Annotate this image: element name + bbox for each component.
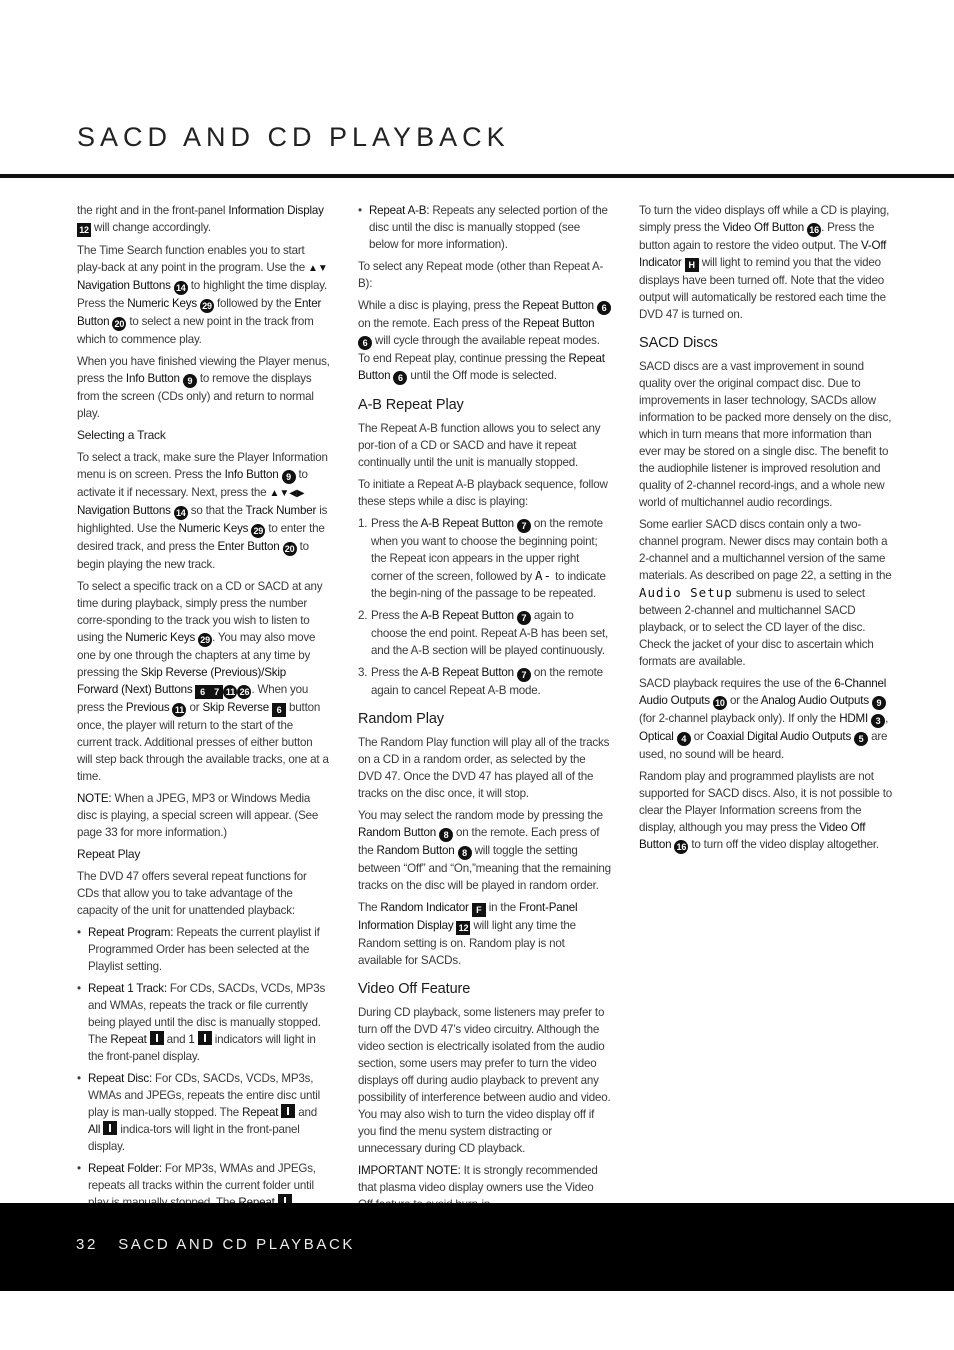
note-paragraph: NOTE: When a JPEG, MP3 or Windows Media disc is playing, a special screen will appear. (See page 33 for more information.) <box>77 792 319 839</box>
badge-29-icon: 29 <box>198 633 212 647</box>
badge-7-icon: 7 <box>209 685 223 699</box>
heading-ab-repeat: A-B Repeat Play <box>358 397 464 413</box>
paragraph: To select a specific track on a CD or SACD at any time during playback, simply press the number corre-sponding to the track you wish to listen to using the Numeric Keys 29 . You may also move one by one through the chapters at any time by pressing the Skip Reverse (Previous)/Skip Forward (Next) Buttons 6 7 11 26 . When you press the Previous 11 or Skip Reverse 6 button once, the player will return to the start of the current track. Additional presses of either button will step back through the available tracks, one at a time. <box>77 580 329 783</box>
list-item: • Repeat Program: Repeats the current playlist if Programmed Order has been selected at the Playlist setting. <box>77 926 320 973</box>
title-rule <box>0 174 954 178</box>
paragraph: During CD playback, some listeners may prefer to turn off the DVD 47’s video circuitry. Although the video section is electrically isolated from the audio section, some users may prefer to turn the video displays off during audio playback to prevent any possibility of interference between audio and video. You may also wish to turn the video display off if you find the menu system distracting or unnecessary during CD playback. <box>358 1006 611 1155</box>
repeat-ab-list <box>358 202 611 253</box>
paragraph: The Random Indicator F in the Front-Panel Information Display 12 will light any time the Random setting is on. Random play is not available for SACDs. <box>358 901 578 967</box>
badge-4-icon: 4 <box>677 732 691 746</box>
badge-6-icon: 6 <box>393 371 407 385</box>
badge-12-icon: 12 <box>456 921 470 935</box>
page-title: SACD AND CD PLAYBACK <box>77 122 510 152</box>
paragraph: To select any Repeat mode (other than Repeat A-B): <box>358 260 604 290</box>
badge-16-icon: 16 <box>807 223 821 237</box>
paragraph: the right and in the front-panel Information Display 12 will change accordingly. <box>77 204 324 235</box>
nav-arrows-icon: ▲▼◀▶ <box>269 488 305 499</box>
paragraph: The Random Play function will play all of the tracks on a CD in a random order, as selected by the DVD 47. Once the DVD 47 has played all of the tracks on the disc once, it will stop. <box>358 736 610 800</box>
badge-7-icon: 7 <box>517 668 531 682</box>
paragraph: The DVD 47 offers several repeat functions for CDs that allow you to take advantage of the capacity of the unit for unattended playback: <box>77 870 307 917</box>
list-item: • Repeat 1 Track: For CDs, SACDs, VCDs, MP3s and WMAs, repeats the track or file currently being played until the disc is manually stopped. The Repeat and 1 indicators will light in the front-panel display. <box>77 982 326 1063</box>
list-item: 1. Press the A-B Repeat Button 7 on the remote when you want to choose the beginning point; the Repeat icon appears in the upper right corner of the screen, followed by A- to indicate the begin-ning of the passage to be repeated. <box>358 517 606 600</box>
paragraph: To turn the video displays off while a CD is playing, simply press the Video Off Button 16 . Press the button again to restore the video output. The V-Off Indicator H will light to remind you that the video displays have been turned off. Note that the video output will automatically be restored each time the DVD 47 is turned on. <box>639 204 890 321</box>
paragraph: Random play and programmed playlists are not supported for SACD discs. Also, it is not possible to clear the Player Information screens from the display, although you may press the Video Off Button 16 to turn off the video display altogether. <box>639 770 892 852</box>
heading-video-off: Video Off Feature <box>358 981 471 997</box>
list-item: • Repeat Disc: For CDs, SACDs, VCDs, MP3s, WMAs and JPEGs, repeats the entire disc until play is man-ually stopped. The Repeat and All indica-tors will light in the front-panel display. <box>77 1072 320 1153</box>
heading-random-play: Random Play <box>358 711 444 727</box>
paragraph: While a disc is playing, press the Repeat Button 6 on the remote. Each press of the Repeat Button 6 will cycle through the available repeat modes. To end Repeat play, continue pressing the Repeat Button 6 until the Off mode is selected. <box>358 297 611 385</box>
paragraph: The Time Search function enables you to start play-back at any point in the program. Use the ▲▼ Navigation Buttons 14 to highlight the time display. Press the Numeric Keys 29 followed by the Enter Button 20 to select a new point in the track from which to commence play. <box>77 244 328 346</box>
paragraph: You may select the random mode by pressing the Random Button 8 on the remote. Each press of the Random Button 8 will toggle the setting between “Off” and “On,”meaning that the remaining tracks on the disc will be played in random order. <box>358 809 611 892</box>
paragraph: Some earlier SACD discs contain only a two-channel program. Newer discs may contain both a 2-channel and a multichannel version of the same materials. As described on page 22, a setting in the Audio Setup submenu is used to select between 2-channel and multichannel SACD playback, or to select the CD layer of the disc. Check the jacket of your disc to ascertain which formats are available. <box>639 518 892 668</box>
heading-selecting-track: Selecting a Track <box>77 428 166 442</box>
badge-h-icon: H <box>685 258 699 272</box>
page-number: 32 <box>76 1236 98 1253</box>
a-minus-symbol: A- <box>534 568 553 583</box>
paragraph: SACD playback requires the use of the 6-Channel Audio Outputs 10 or the Analog Audio Outputs 9 (for 2-channel playback only). If only the HDMI 3 , Optical 4 or Coaxial Digital Audio Outputs 5 are used, no sound will be heard. <box>639 677 889 761</box>
heading-sacd-discs: SACD Discs <box>639 335 718 351</box>
badge-f-icon: F <box>472 903 486 917</box>
indicator-icon <box>281 1104 295 1118</box>
badge-11-icon: 11 <box>172 703 186 717</box>
list-item: 2. Press the A-B Repeat Button 7 again to choose the end point. Repeat A-B has been set, and the A-B section will be played continuously. <box>358 609 609 657</box>
ab-steps-list <box>358 515 611 699</box>
paragraph: SACD discs are a vast improvement in sound quality over the original compact disc. Due to improvements in laser technology, SACDs allow information to be packed more densely on the disc, which in turn means that more information than ever may be stored on a single disc. The benefit to the audiophile listener is improved resolution and quality of 2-channel record-ings, and a whole new world of multichannel audio recordings. <box>639 360 892 509</box>
badge-7-icon: 7 <box>517 519 531 533</box>
important-note: IMPORTANT NOTE: It is strongly recommended that plasma video display owners use the Video <box>358 1164 598 1194</box>
paragraph: To select a track, make sure the Player Information menu is on screen. Press the Info Button 9 to activate it if necessary. Next, press the ▲▼◀▶ Navigation Buttons 14 so that the Track Number is highlighted. Use the Numeric Keys 29 to enter the desired track, and press the Enter Button 20 to begin playing the new track. <box>77 451 328 571</box>
repeat-mode-list <box>77 924 330 1228</box>
footer-bar <box>0 1203 954 1291</box>
badge-6-icon: 6 <box>358 336 372 350</box>
list-item: • Repeat A-B: Repeats any selected portion of the disc until the disc is manually stopped (see below for more information). <box>358 204 608 251</box>
badge-16-icon: 16 <box>674 840 688 854</box>
badge-8-icon: 8 <box>458 846 472 860</box>
indicator-icon <box>150 1031 164 1045</box>
heading-repeat-play: Repeat Play <box>77 847 141 861</box>
paragraph: The Repeat A-B function allows you to select any por-tion of a CD or SACD and have it repeat continually until the unit is manually stopped. <box>358 422 601 469</box>
badge-12-icon: 12 <box>77 223 91 237</box>
badge-3-icon: 3 <box>871 714 885 728</box>
badge-14-icon: 14 <box>174 281 188 295</box>
badge-9-icon: 9 <box>183 374 197 388</box>
badge-20-icon: 20 <box>283 542 297 556</box>
badge-29-icon: 29 <box>251 524 265 538</box>
badge-7-icon: 7 <box>517 611 531 625</box>
list-item: 3. Press the A-B Repeat Button 7 on the remote again to cancel Repeat A-B mode. <box>358 666 603 697</box>
indicator-icon <box>198 1031 212 1045</box>
badge-10-icon: 10 <box>713 696 727 710</box>
indicator-icon <box>103 1121 117 1135</box>
paragraph: To initiate a Repeat A-B playback sequence, follow these steps while a disc is playing: <box>358 478 608 508</box>
badge-8-icon: 8 <box>439 828 453 842</box>
badge-20-icon: 20 <box>112 317 126 331</box>
up-down-arrows-icon: ▲▼ <box>307 263 328 274</box>
badge-6-icon: 6 <box>195 685 209 699</box>
badge-6-icon: 6 <box>597 301 611 315</box>
badge-26-icon: 26 <box>237 685 251 699</box>
badge-9-icon: 9 <box>282 470 296 484</box>
badge-11-icon: 11 <box>223 685 237 699</box>
list-item: • Repeat Folder: For MP3s, WMAs and JPEGs, repeats all tracks within the current folder until <box>77 1160 330 1228</box>
badge-29-icon: 29 <box>200 299 214 313</box>
paragraph: When you have finished viewing the Player menus, press the Info Button 9 to remove the displays from the screen (CDs only) and return to normal play. <box>77 355 330 420</box>
column-3 <box>639 202 895 859</box>
footer-text <box>76 1236 355 1253</box>
badge-9-icon: 9 <box>872 696 886 710</box>
column-2 <box>358 202 611 1218</box>
column-1 <box>77 202 330 1233</box>
badge-6-icon: 6 <box>272 703 286 717</box>
footer-section-title: SACD AND CD PLAYBACK <box>118 1236 355 1253</box>
badge-5-icon: 5 <box>854 732 868 746</box>
badge-14-icon: 14 <box>174 506 188 520</box>
